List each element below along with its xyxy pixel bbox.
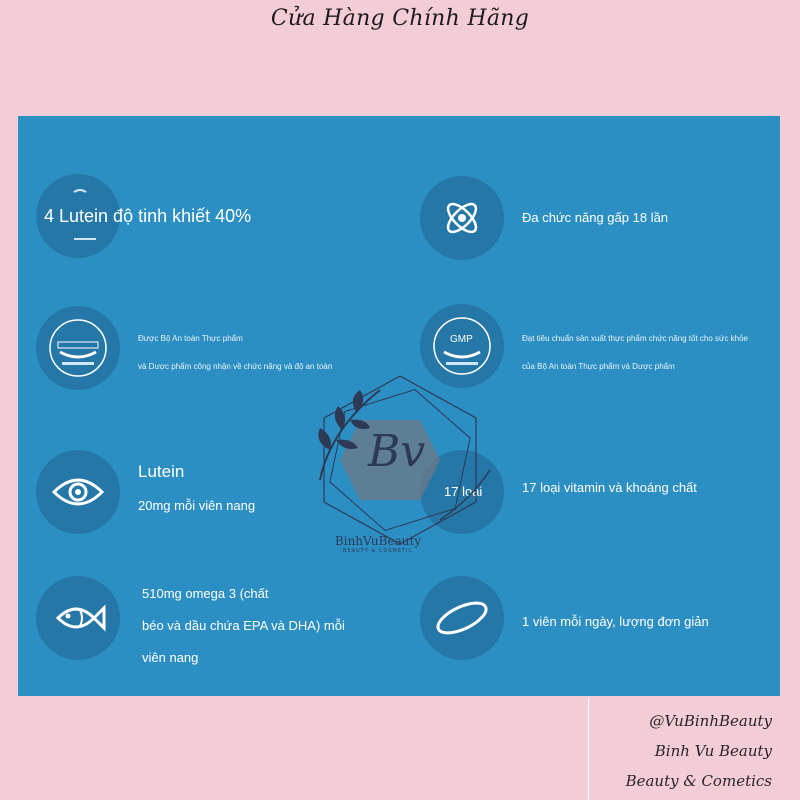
omega-line1: 510mg omega 3 (chất (142, 586, 269, 601)
vitamin-badge-label: 17 loại (444, 484, 483, 499)
footer-tagline: Beauty & Cometics (625, 772, 772, 790)
multi-function-text: Đa chức năng gấp 18 lần (522, 210, 669, 225)
daily-dose-text: 1 viên mỗi ngày, lượng đơn giản (522, 614, 709, 629)
page-title: Cửa Hàng Chính Hãng (270, 6, 530, 31)
footer-divider (588, 698, 589, 800)
lutein-dose: 20mg mỗi viên nang (138, 498, 256, 513)
food-safety-line1: Được Bộ An toàn Thực phẩm (138, 334, 243, 343)
lutein-title: Lutein (138, 462, 185, 481)
gmp-line2: của Bộ An toàn Thực phẩm và Dược phẩm (522, 362, 675, 371)
lutein-purity-text: 4 Lutein độ tinh khiết 40% (44, 206, 252, 226)
eye-icon (36, 450, 120, 534)
atom-icon (420, 176, 504, 260)
omega-line2: béo và dầu chứa EPA và DHA) mỗi (142, 618, 345, 633)
watermark-tagline: BEAUTY & COSMETIC (343, 548, 413, 554)
watermark-brand: BinhVuBeauty (334, 534, 422, 548)
gmp-badge-label: GMP (450, 334, 473, 345)
footer-name: Binh Vu Beauty (654, 742, 772, 760)
capsule-icon (420, 576, 504, 660)
food-safety-seal-icon (36, 306, 120, 390)
food-safety-line2: và Dược phẩm công nhận về chức năng và độ an toàn (138, 362, 333, 371)
fish-icon (36, 576, 120, 660)
watermark-monogram: Bv (368, 426, 426, 477)
vitamin-text: 17 loại vitamin và khoáng chất (522, 480, 697, 495)
omega-line3: viên nang (142, 650, 199, 665)
footer-handle: @VuBinhBeauty (649, 712, 772, 730)
brand-watermark (290, 370, 510, 555)
gmp-line1: Đạt tiêu chuẩn sản xuất thực phẩm chức năng tốt cho sức khỏe (522, 334, 748, 343)
